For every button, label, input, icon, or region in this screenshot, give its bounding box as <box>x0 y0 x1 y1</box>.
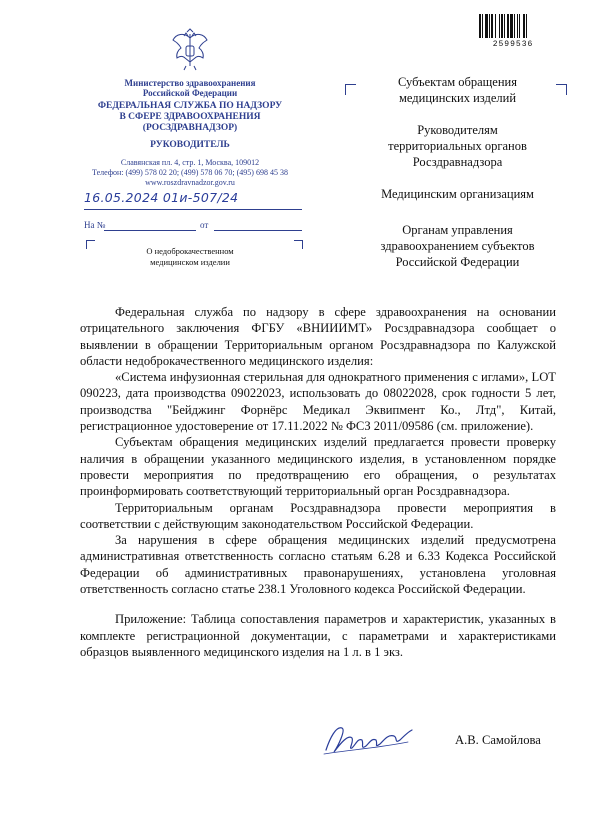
date-underline <box>84 209 302 210</box>
barcode-bar <box>523 14 525 38</box>
recipient-line: медицинских изделий <box>398 91 517 105</box>
ministry-line: Российской Федерации <box>142 88 238 98</box>
ref-number-label: На № <box>84 220 106 230</box>
ministry-name <box>80 78 300 98</box>
barcode-bar <box>479 14 481 38</box>
website-line: www.roszdravnadzor.gov.ru <box>145 178 235 187</box>
ref-date-underline <box>214 230 302 231</box>
phone-line: Телефон: (499) 578 02 20; (499) 578 06 70; (495) 698 45 38 <box>92 168 288 177</box>
recipient-line: Субъектам обращения <box>398 75 517 89</box>
barcode-bar <box>491 14 493 38</box>
sender-address <box>80 158 300 188</box>
barcode-bar <box>514 14 515 38</box>
subject-line <box>110 246 270 268</box>
recipient-line: Росздравнадзора <box>412 155 503 169</box>
barcode-bar <box>499 14 500 38</box>
coat-of-arms-icon <box>170 28 210 72</box>
signer-name: А.В. Самойлова <box>455 733 541 747</box>
service-line: ФЕДЕРАЛЬНАЯ СЛУЖБА ПО НАДЗОРУ <box>97 101 283 111</box>
barcode-bar <box>504 14 505 38</box>
sender-position: РУКОВОДИТЕЛЬ <box>150 140 230 150</box>
bracket-top-left <box>86 240 95 249</box>
service-line: (РОСЗДРАВНАДЗОР) <box>142 123 238 133</box>
address-line: Славянская пл. 4, стр. 1, Москва, 109012 <box>120 158 260 167</box>
body-paragraph: За нарушения в сфере обращения медицинских изделий предусмотрена административная ответственность согласно статьям 6.28 и 6.33 Кодекса Российской Федерации об административных правонарушениях, установлена уголовная ответственность согласно статье 238.1 Уголовного кодекса Российской Федерации. <box>80 533 556 597</box>
recipient-block <box>355 186 560 202</box>
ministry-line: Министерство здравоохранения <box>124 78 256 88</box>
recipient-block <box>355 74 560 106</box>
barcode-bar <box>485 14 488 38</box>
barcode-bar <box>482 14 483 38</box>
service-name <box>80 101 300 134</box>
signature-icon <box>318 720 418 760</box>
registration-handwritten: 16.05.2024 01и-507/24 <box>84 190 239 205</box>
bracket-top-right <box>294 240 303 249</box>
subject-line-text: О недоброкачественном <box>146 246 234 256</box>
body-paragraph: Субъектам обращения медицинских изделий предлагается провести проверку наличия в обращении указанного медицинского изделия, в установленном порядке провести мероприятия по предотвращению его обращения, о результатах проинформировать соответствующий территориальный орган Росздравнадзора. <box>80 435 556 499</box>
barcode-bar <box>526 14 527 38</box>
barcode-bar <box>517 14 518 38</box>
recipient-line: Российской Федерации <box>395 255 520 269</box>
barcode-number: 2599536 <box>492 40 534 49</box>
ref-date-label: от <box>200 220 209 230</box>
recipient-block <box>355 122 560 170</box>
recipient-line: Органам управления <box>402 223 513 237</box>
recipient-line: Руководителям <box>417 123 498 137</box>
barcode-bar <box>510 14 513 38</box>
recipient-block <box>355 222 560 270</box>
body-paragraph: «Система инфузионная стерильная для однократного применения с иглами», LOT 090223, дата производства 09022023, использовать до 08022028, срок годности 5 лет, производства "Бейджинг Форнёрс Медикал Эквипмент Ко., Лтд", Китай, регистрационное удостоверение от 17.11.2022 № ФСЗ 2011/09586 (см. приложение). <box>80 370 556 434</box>
barcode-icon <box>478 14 548 38</box>
barcode-bar <box>519 14 520 38</box>
body-paragraph: Территориальным органам Росздравнадзора провести мероприятия в соответствии с действующим законодательством Российской Федерации. <box>80 500 556 531</box>
recipient-line: территориальных органов <box>388 139 527 153</box>
barcode-bar <box>501 14 503 38</box>
barcode-bar <box>495 14 496 38</box>
subject-line-text: медицинском изделии <box>150 257 230 267</box>
barcode-bar <box>489 14 490 38</box>
service-line: В СФЕРЕ ЗДРАВООХРАНЕНИЯ <box>119 112 261 122</box>
recipient-line: здравоохранением субъектов <box>380 239 535 253</box>
letter-body <box>80 304 556 660</box>
barcode-bar <box>507 14 509 38</box>
ref-number-underline <box>104 230 196 231</box>
body-paragraph: Федеральная служба по надзору в сфере здравоохранения на основании отрицательного заключения ФГБУ «ВНИИИМТ» Росздравнадзора сообщает о выявлении в обращении Территориальным органом Росздравнадзора по Калужской области недоброкачественного медицинского изделия: <box>80 305 556 368</box>
recipient-line: Медицинским организациям <box>381 187 534 201</box>
attachment-paragraph: Приложение: Таблица сопоставления параметров и характеристик, указанных в комплекте регистрационной документации, с параметрами и характеристиками образцов выявленного медицинского изделия на 1 л. в 1 экз. <box>80 612 556 659</box>
